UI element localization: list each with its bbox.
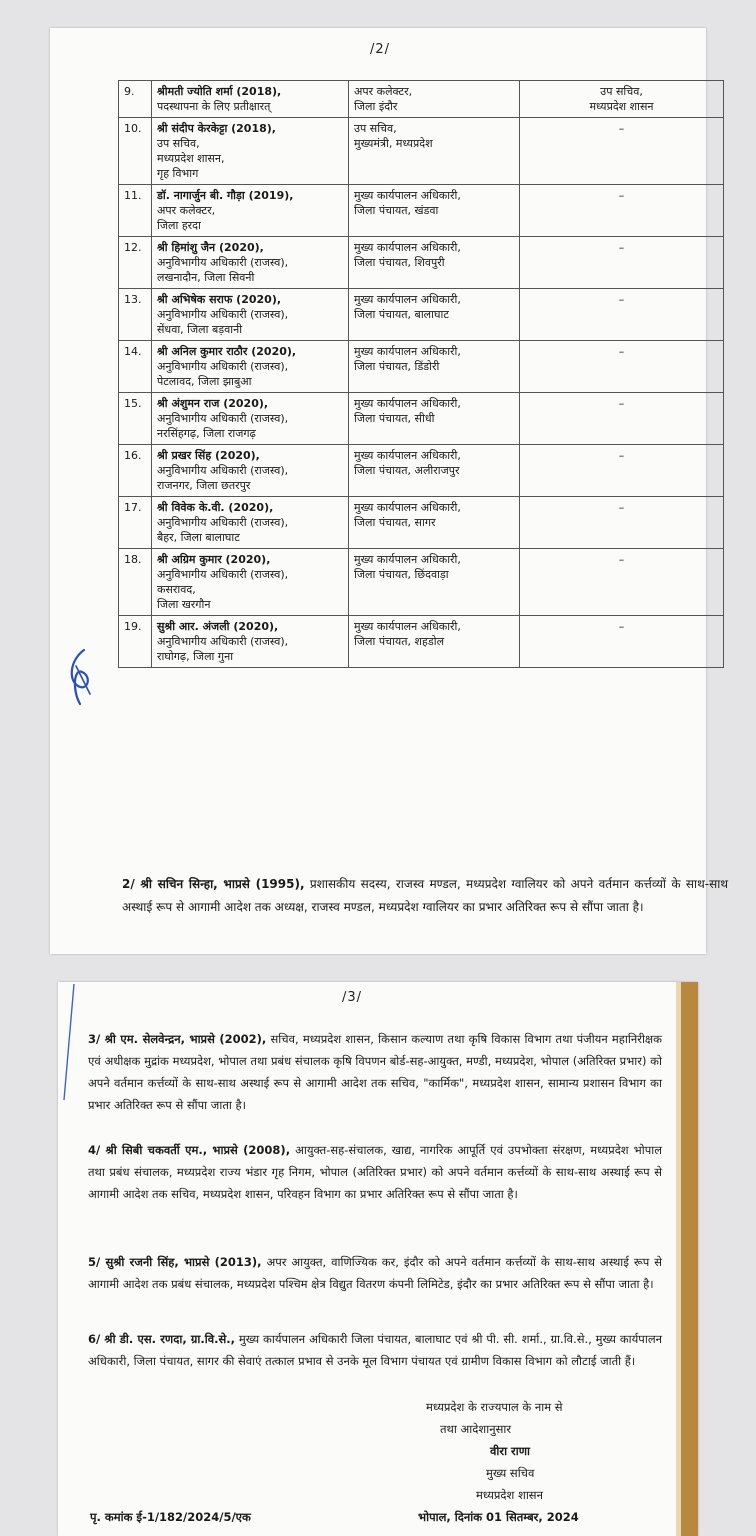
new-posting-cell — [349, 185, 520, 237]
serial-number: 17. — [119, 497, 152, 549]
table-row — [119, 549, 724, 616]
officer-name: श्री प्रखर सिंह (2020), — [157, 449, 260, 462]
new-posting-line: मुख्य कार्यपालन अधिकारी, — [354, 241, 461, 254]
additional-charge-line: – — [618, 345, 625, 358]
additional-charge-line: – — [618, 189, 625, 202]
current-posting-line: कसरावद, — [157, 583, 196, 596]
table-row — [119, 393, 724, 445]
officer-cell — [152, 118, 349, 185]
additional-charge-line: – — [618, 241, 625, 254]
current-posting-line: लखनादौन, जिला सिवनी — [157, 271, 255, 284]
order-paragraph-3: 3/ श्री एम. सेलवेन्द्रन, भाप्रसे (2002), सचिव, मध्यप्रदेश शासन, किसान कल्याण तथा कृषि विकास विभाग तथा पंजीयन महानिरीक्षक एवं अधीक्षक मुद्रांक मध्यप्रदेश, भोपाल तथा प्रबंध संचालक कृषि विपणन बोर्ड-सह-आयुक्त, मण्डी, मध्यप्रदेश, भोपाल (अतिरिक्त प्रभार) को अपने वर्तमान कर्त्तव्यों के साथ-साथ अस्थाई रूप से आगामी आदेश तक सचिव, "कार्मिक", मध्यप्रदेश शासन, सामान्य प्रशासन विभाग का प्रभार अतिरिक्त रूप से सौंपा जाता है। — [88, 1032, 663, 1112]
new-posting-cell — [349, 393, 520, 445]
new-posting-cell — [349, 289, 520, 341]
current-posting-line: अपर कलेक्टर, — [157, 204, 216, 217]
additional-charge-cell — [520, 616, 724, 668]
serial-number: 18. — [119, 549, 152, 616]
additional-charge-cell — [520, 549, 724, 616]
new-posting-cell — [349, 497, 520, 549]
officer-cell — [152, 185, 349, 237]
new-posting-cell — [349, 549, 520, 616]
additional-charge-line: – — [618, 293, 625, 306]
new-posting-line: जिला पंचायत, बालाघाट — [354, 308, 449, 321]
current-posting-line: राघोगढ़, जिला गुना — [157, 650, 234, 663]
officer-name: श्री अग्रिम कुमार (2020), — [157, 553, 271, 566]
new-posting-line: मुख्य कार्यपालन अधिकारी, — [354, 397, 461, 410]
signature-line-1: मध्यप्रदेश के राज्यपाल के नाम से — [426, 1400, 563, 1414]
new-posting-line: उप सचिव, — [354, 122, 397, 135]
page-edge-shadow — [676, 982, 698, 1536]
current-posting-line: अनुविभागीय अधिकारी (राजस्व), — [157, 568, 289, 581]
additional-charge-cell — [520, 237, 724, 289]
new-posting-line: मुख्य कार्यपालन अधिकारी, — [354, 449, 461, 462]
handwritten-mark-icon — [64, 646, 98, 710]
current-posting-line: अनुविभागीय अधिकारी (राजस्व), — [157, 256, 289, 269]
additional-charge-cell — [520, 341, 724, 393]
current-posting-line: पेटलावद, जिला झाबुआ — [157, 375, 252, 388]
serial-number: 14. — [119, 341, 152, 393]
additional-charge-line: – — [618, 397, 625, 410]
new-posting-line: जिला पंचायत, डिंडोरी — [354, 360, 440, 373]
additional-charge-line: मध्यप्रदेश शासन — [589, 100, 654, 113]
officer-name: श्री अनिल कुमार राठौर (2020), — [157, 345, 297, 358]
serial-number: 9. — [119, 81, 152, 118]
additional-charge-line: – — [618, 620, 625, 633]
officer-cell — [152, 445, 349, 497]
officer-name: श्री अंशुमन राज (2020), — [157, 397, 269, 410]
table-row — [119, 289, 724, 341]
signatory-name: वीरा राणा — [490, 1444, 531, 1458]
current-posting-line: सेंधवा, जिला बड़वानी — [157, 323, 243, 336]
new-posting-line: जिला पंचायत, अलीराजपुर — [354, 464, 460, 477]
new-posting-cell — [349, 118, 520, 185]
new-posting-line: जिला पंचायत, शहडोल — [354, 635, 445, 648]
officer-name: श्री संदीप केरकेट्टा (2018), — [157, 122, 276, 135]
current-posting-line: अनुविभागीय अधिकारी (राजस्व), — [157, 412, 289, 425]
additional-charge-cell — [520, 185, 724, 237]
table-row — [119, 497, 724, 549]
additional-charge-cell — [520, 118, 724, 185]
current-posting-line: अनुविभागीय अधिकारी (राजस्व), — [157, 360, 289, 373]
serial-number: 10. — [119, 118, 152, 185]
new-posting-line: जिला पंचायत, छिंदवाड़ा — [354, 568, 449, 581]
table-row — [119, 237, 724, 289]
officer-name: श्री विवेक के.वी. (2020), — [157, 501, 274, 514]
officer-cell — [152, 237, 349, 289]
current-posting-line: जिला खरगौन — [157, 598, 211, 611]
table-row — [119, 185, 724, 237]
officer-cell — [152, 549, 349, 616]
new-posting-line: मुख्य कार्यपालन अधिकारी, — [354, 553, 461, 566]
serial-number: 16. — [119, 445, 152, 497]
current-posting-line: अनुविभागीय अधिकारी (राजस्व), — [157, 464, 289, 477]
officer-name: डॉ. नागार्जुन बी. गौड़ा (2019), — [157, 189, 294, 202]
serial-number: 15. — [119, 393, 152, 445]
additional-charge-line: – — [618, 501, 625, 514]
additional-charge-line: – — [618, 449, 625, 462]
table-row — [119, 616, 724, 668]
additional-charge-cell — [520, 393, 724, 445]
new-posting-line: मुख्य कार्यपालन अधिकारी, — [354, 189, 461, 202]
current-posting-line: अनुविभागीय अधिकारी (राजस्व), — [157, 516, 289, 529]
additional-charge-line: – — [618, 122, 625, 135]
new-posting-cell — [349, 81, 520, 118]
new-posting-line: जिला पंचायत, खंडवा — [354, 204, 439, 217]
current-posting-line: अनुविभागीय अधिकारी (राजस्व), — [157, 635, 289, 648]
table-row — [119, 81, 724, 118]
officer-cell — [152, 393, 349, 445]
new-posting-cell — [349, 616, 520, 668]
officer-cell — [152, 616, 349, 668]
new-posting-line: मुख्यमंत्री, मध्यप्रदेश — [354, 137, 433, 150]
serial-number: 19. — [119, 616, 152, 668]
current-posting-line: अनुविभागीय अधिकारी (राजस्व), — [157, 308, 289, 321]
new-posting-line: मुख्य कार्यपालन अधिकारी, — [354, 345, 461, 358]
signatory-designation: मुख्य सचिव — [486, 1466, 535, 1480]
current-posting-line: नरसिंहगढ़, जिला राजगढ़ — [157, 427, 256, 440]
officer-name: श्री अभिषेक सराफ (2020), — [157, 293, 282, 306]
officer-name: सुश्री आर. अंजली (2020), — [157, 620, 279, 633]
officer-cell — [152, 341, 349, 393]
table-row — [119, 445, 724, 497]
order-paragraph-6: 6/ श्री डी. एस. रणदा, ग्रा.वि.से., मुख्य कार्यपालन अधिकारी जिला पंचायत, बालाघाट एवं श्री पी. सी. शर्मा., ग्रा.वि.से., मुख्य कार्यपालन अधिकारी, जिला पंचायत, सागर की सेवाएं तत्काल प्रभाव से उनके मूल विभाग पंचायत एवं ग्रामीण विकास विभाग को लौटाई जाती हैं। — [88, 1332, 662, 1368]
place-and-date: भोपाल, दिनांक 01 सितम्बर, 2024 — [418, 1510, 579, 1524]
current-posting-line: उप सचिव, — [157, 137, 200, 150]
table-row — [119, 118, 724, 185]
officer-cell — [152, 289, 349, 341]
current-posting-line: गृह विभाग — [157, 167, 199, 180]
current-posting-line: पदस्थापना के लिए प्रतीक्षारत् — [157, 100, 271, 113]
new-posting-line: जिला इंदौर — [354, 100, 398, 113]
document-page-3 — [58, 982, 698, 1536]
officer-name: श्रीमती ज्योति शर्मा (2018), — [157, 85, 282, 98]
signature-line-2: तथा आदेशानुसार — [440, 1422, 512, 1436]
transfer-table — [118, 80, 724, 668]
current-posting-line: मध्यप्रदेश शासन, — [157, 152, 225, 165]
additional-charge-cell — [520, 497, 724, 549]
new-posting-line: जिला पंचायत, सागर — [354, 516, 436, 529]
order-paragraph-2: 2/ श्री सचिन सिन्हा, भाप्रसे (1995), प्रशासकीय सदस्य, राजस्व मण्डल, मध्यप्रदेश ग्वालियर को अपने वर्तमान कर्त्तव्यों के साथ-साथ अस्थाई रूप से आगामी आदेश तक अध्यक्ष, राजस्व मण्डल, मध्यप्रदेश ग्वालियर का प्रभार अतिरिक्त रूप से सौंपा जाता है। — [122, 877, 728, 914]
serial-number: 12. — [119, 237, 152, 289]
new-posting-line: जिला पंचायत, सीधी — [354, 412, 435, 425]
officer-cell — [152, 81, 349, 118]
scan-line — [58, 982, 88, 1102]
current-posting-line: जिला हरदा — [157, 219, 201, 232]
document-page-2 — [50, 28, 728, 954]
new-posting-line: अपर कलेक्टर, — [354, 85, 413, 98]
signatory-office: मध्यप्रदेश शासन — [476, 1488, 543, 1502]
current-posting-line: बैहर, जिला बालाघाट — [157, 531, 240, 544]
new-posting-line: मुख्य कार्यपालन अधिकारी, — [354, 620, 461, 633]
additional-charge-cell — [520, 289, 724, 341]
table-row — [119, 341, 724, 393]
new-posting-line: जिला पंचायत, शिवपुरी — [354, 256, 445, 269]
officer-name: श्री हिमांशु जैन (2020), — [157, 241, 264, 254]
serial-number: 11. — [119, 185, 152, 237]
new-posting-cell — [349, 237, 520, 289]
new-posting-cell — [349, 445, 520, 497]
reference-number: पृ. कमांक ई-1/182/2024/5/एक — [90, 1510, 251, 1524]
current-posting-line: राजनगर, जिला छतरपुर — [157, 479, 251, 492]
new-posting-cell — [349, 341, 520, 393]
new-posting-line: मुख्य कार्यपालन अधिकारी, — [354, 501, 461, 514]
new-posting-line: मुख्य कार्यपालन अधिकारी, — [354, 293, 461, 306]
additional-charge-cell — [520, 81, 724, 118]
page-number: /2/ — [370, 42, 391, 57]
officer-cell — [152, 497, 349, 549]
additional-charge-line: – — [618, 553, 625, 566]
order-paragraph-5: 5/ सुश्री रजनी सिंह, भाप्रसे (2013), अपर आयुक्त, वाणिज्यिक कर, इंदौर को अपने वर्तमान कर्त्तव्यों के साथ-साथ अस्थाई रूप से आगामी आदेश तक प्रबंध संचालक, मध्यप्रदेश पश्चिम क्षेत्र विद्युत वितरण कंपनी लिमिटेड, इंदौर का प्रभार अतिरिक्त रूप से सौंपा जाता है। — [88, 1255, 662, 1291]
additional-charge-cell — [520, 445, 724, 497]
page-number: /3/ — [342, 990, 363, 1005]
order-paragraph-4: 4/ श्री सिबी चकवर्ती एम., भाप्रसे (2008), आयुक्त-सह-संचालक, खाद्य, नागरिक आपूर्ति एवं उपभोक्ता संरक्षण, मध्यप्रदेश भोपाल तथा प्रबंध संचालक, मध्यप्रदेश राज्य भंडार गृह निगम, भोपाल (अतिरिक्त प्रभार) को अपने वर्तमान कर्त्तव्यों के साथ-साथ अस्थाई रूप से आगामी आदेश तक सचिव, मध्यप्रदेश शासन, परिवहन विभाग का प्रभार अतिरिक्त रूप से सौंपा जाता है। — [88, 1143, 663, 1201]
additional-charge-line: उप सचिव, — [600, 85, 643, 98]
serial-number: 13. — [119, 289, 152, 341]
